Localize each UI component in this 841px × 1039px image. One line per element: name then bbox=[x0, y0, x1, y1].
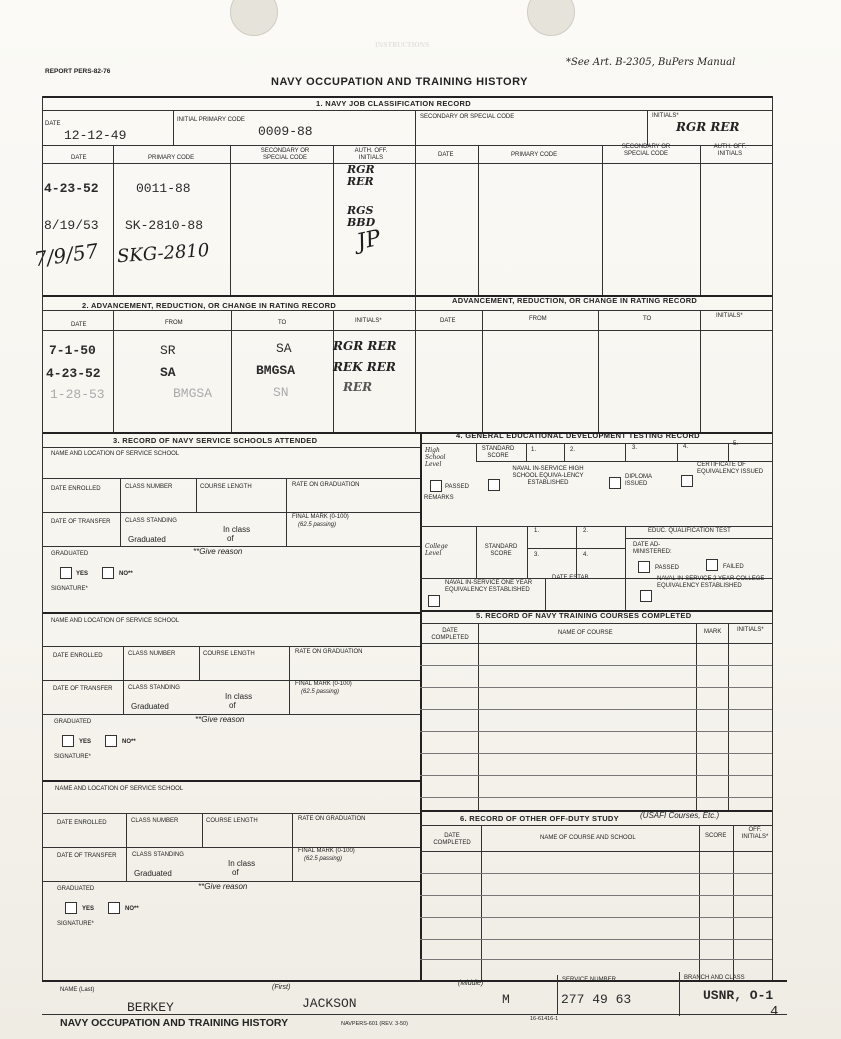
s2-row3-to: SN bbox=[273, 385, 289, 400]
certificate-label: CERTIFICATE OF EQUIVALENCY ISSUED bbox=[697, 462, 764, 475]
rule bbox=[420, 623, 772, 624]
s2-row3-date: 1-28-53 bbox=[50, 387, 105, 402]
rule bbox=[420, 443, 772, 444]
rule bbox=[526, 443, 527, 461]
school3-give-reason: **Give reason bbox=[198, 882, 248, 891]
s2-row2-initials: REK RER bbox=[333, 360, 396, 374]
school3-class-number: CLASS NUMBER bbox=[131, 818, 179, 824]
rule bbox=[482, 310, 483, 432]
school2-course-length: COURSE LENGTH bbox=[203, 651, 255, 657]
bleed-through-text: INSTRUCTIONS bbox=[375, 42, 430, 49]
school3-yes-label: YES bbox=[82, 906, 95, 912]
two-year-checkbox[interactable] bbox=[640, 590, 652, 602]
s2-row2-to: BMGSA bbox=[256, 363, 296, 378]
school3-graduated-label: GRADUATED bbox=[57, 886, 95, 892]
school2-class-standing: CLASS STANDING bbox=[128, 685, 180, 691]
hs-passed-label: PASSED bbox=[445, 484, 469, 490]
rule bbox=[420, 797, 772, 798]
college-num-3: 3. bbox=[534, 552, 540, 558]
rule bbox=[231, 310, 232, 432]
s2-col-date: DATE bbox=[71, 322, 87, 328]
s5-date-completed: DATE COMPLETED bbox=[431, 628, 469, 641]
school3-course-length: COURSE LENGTH bbox=[206, 818, 258, 824]
first-name: JACKSON bbox=[302, 996, 357, 1011]
rule bbox=[420, 851, 772, 852]
educ-passed-checkbox[interactable] bbox=[638, 561, 650, 573]
punch-hole bbox=[230, 0, 278, 36]
s1-row1-primary: 0011-88 bbox=[136, 181, 191, 196]
s2-col-to: TO bbox=[278, 320, 287, 326]
school1-course-length: COURSE LENGTH bbox=[200, 484, 252, 490]
school2-date-transfer: DATE OF TRANSFER bbox=[53, 686, 113, 692]
rule bbox=[527, 548, 625, 549]
s5-name-of-course: NAME OF COURSE bbox=[558, 630, 613, 636]
s2-row1-from: SR bbox=[160, 343, 176, 358]
s2-row1-date: 7-1-50 bbox=[49, 343, 96, 358]
section-1-title: 1. NAVY JOB CLASSIFICATION RECORD bbox=[316, 99, 471, 108]
rule bbox=[420, 687, 772, 688]
rule bbox=[42, 478, 420, 479]
rule bbox=[527, 526, 528, 578]
s1-row3-initials: JP bbox=[354, 225, 383, 256]
school2-graduated-label: GRADUATED bbox=[54, 719, 92, 725]
rule bbox=[625, 538, 772, 539]
certificate-checkbox[interactable] bbox=[681, 475, 693, 487]
rule bbox=[42, 980, 787, 982]
school3-no-label: NO** bbox=[125, 906, 139, 912]
s2-row3-from: BMGSA bbox=[173, 386, 213, 401]
col-auth-right: AUTH. OFF. INITIALS bbox=[713, 144, 747, 157]
rule bbox=[699, 825, 700, 980]
rule bbox=[733, 825, 734, 980]
school1-no-label: NO** bbox=[119, 571, 133, 577]
hs-passed-checkbox[interactable] bbox=[430, 480, 442, 492]
school3-rate: RATE ON GRADUATION bbox=[298, 816, 366, 822]
rule bbox=[420, 917, 772, 918]
s5-initials: INITIALS* bbox=[737, 627, 764, 633]
school3-date-enrolled: DATE ENROLLED bbox=[57, 820, 107, 826]
rule bbox=[602, 145, 603, 295]
rule bbox=[196, 478, 197, 512]
school2-yes-checkbox[interactable] bbox=[62, 735, 74, 747]
school2-yes-label: YES bbox=[79, 739, 92, 745]
rule bbox=[728, 623, 729, 810]
rule bbox=[42, 680, 420, 681]
school1-passing: (62.5 passing) bbox=[298, 522, 337, 528]
rule bbox=[476, 443, 477, 461]
rule bbox=[42, 330, 772, 331]
rule bbox=[700, 310, 701, 432]
college-num-2: 2. bbox=[583, 528, 589, 534]
section-2-title: 2. ADVANCEMENT, REDUCTION, OR CHANGE IN RATING RECORD bbox=[82, 301, 337, 310]
s1-row2-date: 8/19/53 bbox=[44, 218, 99, 233]
school2-class-number: CLASS NUMBER bbox=[128, 651, 176, 657]
rule bbox=[202, 813, 203, 847]
hs-num-1: 1. bbox=[531, 447, 537, 453]
section-3-title: 3. RECORD OF NAVY SERVICE SCHOOLS ATTENDED bbox=[113, 436, 318, 445]
rule bbox=[476, 526, 477, 578]
rule bbox=[42, 813, 420, 814]
s2-row1-initials: RGR RER bbox=[333, 339, 397, 353]
rule bbox=[420, 709, 772, 710]
rule bbox=[420, 731, 772, 732]
educ-qual-label: EDUC. QUALIFICATION TEST bbox=[648, 528, 731, 534]
hs-num-2: 2. bbox=[570, 447, 576, 453]
one-year-label: NAVAL IN-SERVICE ONE YEAR EQUIVALENCY ESTABLISHED bbox=[445, 580, 533, 593]
footer-service-label: SERVICE NUMBER bbox=[562, 977, 616, 983]
school1-yes-checkbox[interactable] bbox=[60, 567, 72, 579]
rule bbox=[564, 443, 565, 461]
school1-name-label: NAME AND LOCATION OF SERVICE SCHOOL bbox=[51, 451, 180, 457]
rule bbox=[42, 847, 420, 848]
s2-col-to-right: TO bbox=[643, 316, 652, 322]
rule bbox=[230, 145, 231, 295]
college-num-1: 1. bbox=[534, 528, 540, 534]
rule bbox=[557, 975, 558, 1015]
school2-date-enrolled: DATE ENROLLED bbox=[53, 653, 103, 659]
rule bbox=[199, 646, 200, 680]
rule bbox=[42, 310, 772, 311]
secondary-label: SECONDARY OR SPECIAL CODE bbox=[420, 114, 515, 120]
footer-middle-label: (Middle) bbox=[458, 980, 484, 987]
s2-col-from-right: FROM bbox=[529, 316, 547, 322]
school2-rate: RATE ON GRADUATION bbox=[295, 649, 363, 655]
school1-give-reason: **Give reason bbox=[193, 547, 243, 556]
school3-yes-checkbox[interactable] bbox=[65, 902, 77, 914]
s2-row2-from: SA bbox=[160, 365, 176, 380]
col-primary-right: PRIMARY CODE bbox=[511, 152, 558, 158]
hs-equiv-label: NAVAL IN-SERVICE HIGH SCHOOL EQUIVA-LENCY ESTABLISHED bbox=[512, 466, 584, 486]
school3-signature: SIGNATURE* bbox=[57, 921, 94, 927]
one-year-checkbox[interactable] bbox=[428, 595, 440, 607]
reference-note: *See Art. B-2305, BuPers Manual bbox=[566, 57, 736, 68]
educ-failed-label: FAILED bbox=[723, 564, 744, 570]
school3-no-checkbox[interactable] bbox=[108, 902, 120, 914]
school2-no-label: NO** bbox=[122, 739, 136, 745]
footer-first-label: (First) bbox=[272, 984, 291, 991]
rule bbox=[173, 110, 174, 145]
hs-standard-score: STANDARD SCORE bbox=[481, 446, 515, 459]
col-date-right: DATE bbox=[438, 152, 454, 158]
col-secondary-right: SECONDARY OR SPECIAL CODE bbox=[621, 144, 671, 157]
rule bbox=[113, 310, 114, 432]
school2-of: of bbox=[229, 701, 236, 710]
hs-equiv-checkbox[interactable] bbox=[488, 479, 500, 491]
footer-form-number: NAVPERS-601 (REV. 3-50) bbox=[341, 1021, 408, 1027]
college-num-4: 4. bbox=[583, 552, 589, 558]
rule bbox=[481, 825, 482, 980]
rule bbox=[598, 310, 599, 432]
s6-name-course: NAME OF COURSE AND SCHOOL bbox=[540, 835, 636, 841]
school3-final-mark: FINAL MARK (0-100) bbox=[298, 848, 355, 854]
school2-name-label: NAME AND LOCATION OF SERVICE SCHOOL bbox=[51, 618, 180, 624]
initials-label: INITIALS* bbox=[652, 113, 679, 119]
page-title: NAVY OCCUPATION AND TRAINING HISTORY bbox=[271, 76, 528, 88]
two-year-label: NAVAL IN-SERVICE 2 YEAR COLLEGE EQUIVALENCY ESTABLISHED bbox=[657, 576, 765, 589]
service-number: 277 49 63 bbox=[561, 992, 632, 1007]
college-standard-score: STANDARD SCORE bbox=[484, 544, 518, 557]
rule bbox=[545, 578, 546, 610]
rule bbox=[42, 780, 420, 782]
date-label: DATE bbox=[45, 121, 61, 127]
section-6-title-italic: (USAFI Courses, Etc.) bbox=[640, 811, 720, 820]
rule bbox=[42, 1014, 787, 1015]
school1-no-checkbox[interactable] bbox=[102, 567, 114, 579]
s1-row2-initials: RGS BBD bbox=[347, 204, 376, 229]
section-2-title-right: ADVANCEMENT, REDUCTION, OR CHANGE IN RATING RECORD bbox=[452, 296, 698, 305]
school2-no-checkbox[interactable] bbox=[105, 735, 117, 747]
s2-row1-to: SA bbox=[276, 341, 292, 356]
s2-col-date-right: DATE bbox=[440, 318, 456, 324]
rule bbox=[677, 443, 678, 461]
footer-print-code: 16-61416-1 bbox=[530, 1016, 559, 1022]
s2-col-from: FROM bbox=[165, 320, 183, 326]
rule bbox=[625, 443, 626, 461]
s2-col-initials-right: INITIALS* bbox=[716, 313, 743, 319]
s6-score: SCORE bbox=[705, 833, 727, 839]
school2-signature: SIGNATURE* bbox=[54, 754, 91, 760]
s2-row2-date: 4-23-52 bbox=[46, 366, 101, 381]
school3-passing: (62.5 passing) bbox=[304, 856, 343, 862]
initials-value: RGR RER bbox=[676, 120, 740, 134]
section-4-title: 4. GENERAL EDUCATIONAL DEVELOPMENT TESTING RECORD bbox=[456, 431, 700, 440]
col-auth: AUTH. OFF. INITIALS bbox=[354, 148, 388, 161]
col-primary: PRIMARY CODE bbox=[148, 155, 195, 161]
rule bbox=[420, 432, 422, 980]
school3-graduated-word: Graduated bbox=[134, 869, 172, 878]
school2-give-reason: **Give reason bbox=[195, 715, 245, 724]
rule bbox=[420, 810, 772, 812]
rule bbox=[415, 110, 416, 295]
middle-initial: M bbox=[502, 992, 510, 1007]
rule bbox=[42, 612, 420, 614]
date-estab-label: DATE ESTAB. bbox=[552, 575, 591, 581]
rule bbox=[420, 959, 772, 960]
school2-passing: (62.5 passing) bbox=[301, 689, 340, 695]
rule bbox=[420, 873, 772, 874]
s1-row3-primary: SKG-2810 bbox=[116, 239, 211, 268]
footer-branch-label: BRANCH AND CLASS bbox=[684, 975, 745, 981]
s1-row2-primary: SK-2810-88 bbox=[125, 218, 204, 233]
rule bbox=[420, 825, 772, 826]
school3-of: of bbox=[232, 868, 239, 877]
hs-num-3: 3. bbox=[632, 445, 638, 451]
rule bbox=[478, 145, 479, 295]
rule bbox=[42, 512, 420, 513]
initial-date-value: 12-12-49 bbox=[64, 128, 127, 143]
diploma-checkbox[interactable] bbox=[609, 477, 621, 489]
s5-mark: MARK bbox=[704, 629, 722, 635]
rule bbox=[700, 145, 701, 295]
school1-in-class: In class bbox=[223, 525, 251, 534]
footer-name-label: NAME (Last) bbox=[60, 987, 95, 993]
rule bbox=[478, 623, 479, 810]
rule bbox=[42, 110, 772, 111]
col-secondary: SECONDARY OR SPECIAL CODE bbox=[260, 148, 310, 161]
rule bbox=[420, 775, 772, 776]
rule bbox=[679, 972, 680, 1016]
school3-name-label: NAME AND LOCATION OF SERVICE SCHOOL bbox=[55, 786, 184, 792]
school2-graduated-word: Graduated bbox=[131, 702, 169, 711]
school1-class-number: CLASS NUMBER bbox=[125, 484, 173, 490]
school3-in-class: In class bbox=[228, 859, 256, 868]
rule bbox=[42, 447, 420, 448]
school1-date-transfer: DATE OF TRANSFER bbox=[51, 519, 111, 525]
rule bbox=[420, 939, 772, 940]
college-level-label: College Level bbox=[425, 543, 448, 557]
hs-num-4: 4. bbox=[683, 444, 689, 450]
school1-class-standing: CLASS STANDING bbox=[125, 518, 177, 524]
remarks-label: REMARKS bbox=[424, 495, 454, 501]
school1-graduated-word: Graduated bbox=[128, 535, 166, 544]
school1-of: of bbox=[227, 534, 234, 543]
branch-class: USNR, O-1 bbox=[703, 988, 774, 1003]
school1-rate: RATE ON GRADUATION bbox=[292, 482, 360, 488]
diploma-label: DIPLOMA ISSUED bbox=[625, 474, 652, 487]
rule bbox=[728, 443, 729, 461]
s1-row1-date: 4-23-52 bbox=[44, 181, 99, 196]
page-number: 4 bbox=[770, 1004, 779, 1020]
s6-date-completed: DATE COMPLETED bbox=[433, 833, 471, 846]
rule bbox=[42, 646, 420, 647]
hs-level-label: High School Level bbox=[425, 447, 446, 468]
educ-failed-checkbox[interactable] bbox=[706, 559, 718, 571]
rule bbox=[696, 623, 697, 810]
last-name: BERKEY bbox=[127, 1000, 174, 1015]
initial-primary-label: INITIAL PRIMARY CODE bbox=[177, 117, 245, 123]
rule bbox=[647, 110, 648, 145]
school1-signature: SIGNATURE* bbox=[51, 586, 88, 592]
school2-final-mark: FINAL MARK (0-100) bbox=[295, 681, 352, 687]
footer-form-title: NAVY OCCUPATION AND TRAINING HISTORY bbox=[60, 1017, 289, 1029]
school1-final-mark: FINAL MARK (0-100) bbox=[292, 514, 349, 520]
hs-num-5: 5. bbox=[733, 441, 739, 447]
school1-yes-label: YES bbox=[76, 571, 89, 577]
s2-row3-initials: RER bbox=[343, 380, 373, 394]
school1-graduated-label: GRADUATED bbox=[51, 551, 89, 557]
section-5-title: 5. RECORD OF NAVY TRAINING COURSES COMPLETED bbox=[476, 611, 692, 620]
frame-top bbox=[42, 96, 772, 98]
school1-date-enrolled: DATE ENROLLED bbox=[51, 486, 101, 492]
rule bbox=[420, 753, 772, 754]
rule bbox=[113, 145, 114, 295]
rule bbox=[42, 163, 772, 164]
punch-hole bbox=[527, 0, 575, 36]
school3-date-transfer: DATE OF TRANSFER bbox=[57, 853, 117, 859]
frame-left bbox=[42, 96, 43, 980]
section-6-title: 6. RECORD OF OTHER OFF-DUTY STUDY bbox=[460, 814, 619, 823]
s2-col-initials: INITIALS* bbox=[355, 318, 382, 324]
rule bbox=[415, 295, 416, 432]
rule bbox=[420, 526, 772, 527]
col-date: DATE bbox=[71, 155, 87, 161]
educ-passed-label: PASSED bbox=[655, 565, 679, 571]
school2-in-class: In class bbox=[225, 692, 253, 701]
date-administered-label: DATE AD-MINISTERED: bbox=[633, 542, 672, 555]
school3-class-standing: CLASS STANDING bbox=[132, 852, 184, 858]
frame-right bbox=[772, 96, 773, 980]
s1-row1-initials: RGR RER bbox=[347, 163, 375, 188]
rule bbox=[420, 643, 772, 644]
form-code: REPORT PERS-82-76 bbox=[45, 68, 111, 75]
rule bbox=[420, 895, 772, 896]
rule bbox=[420, 665, 772, 666]
s1-row3-date: 7/9/57 bbox=[32, 238, 100, 272]
s6-off-initials: OFF. INITIALS* bbox=[741, 827, 769, 840]
rule bbox=[576, 526, 577, 578]
rule bbox=[333, 145, 334, 295]
initial-primary-value: 0009-88 bbox=[258, 124, 313, 139]
